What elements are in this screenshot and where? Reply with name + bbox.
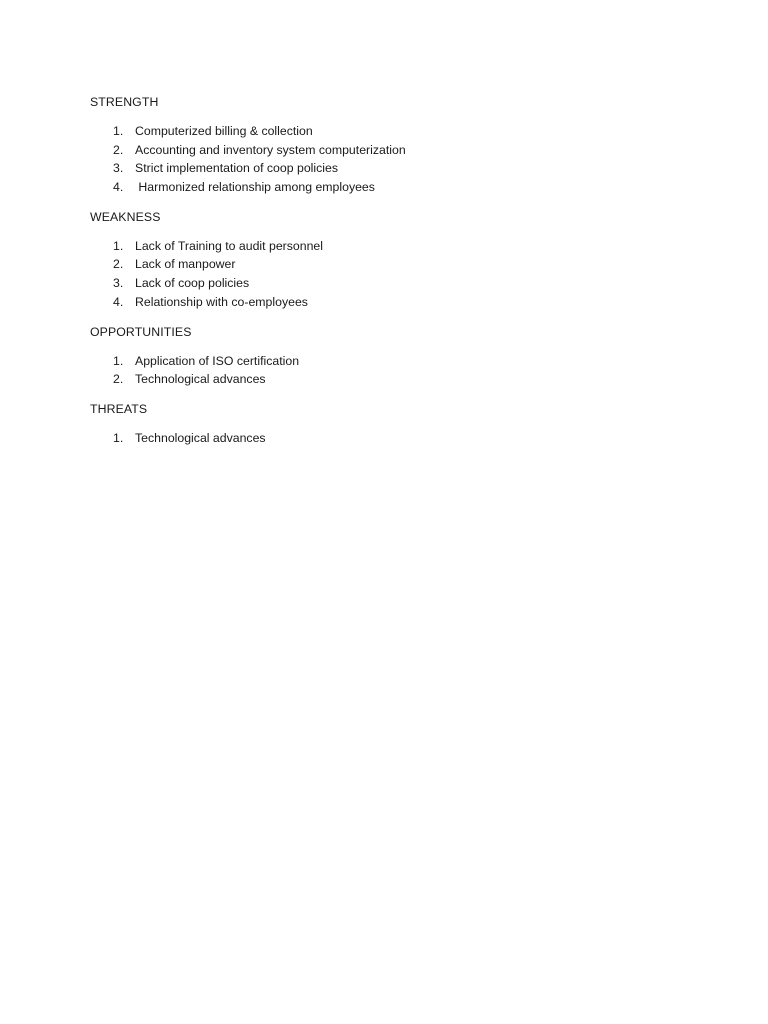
list-number: 3. — [113, 276, 124, 291]
list-number: 1. — [113, 124, 124, 138]
document-body — [90, 93, 690, 459]
list-number: 2. — [113, 257, 124, 272]
numbered-list — [90, 237, 690, 312]
list-number: 4. — [113, 180, 124, 195]
list-number: 4. — [113, 294, 124, 309]
list-number: 1. — [113, 353, 124, 368]
section-heading: WEAKNESS — [90, 209, 161, 224]
section-heading: STRENGTH — [90, 95, 159, 109]
list-item — [90, 293, 690, 312]
list-item — [90, 141, 690, 160]
list-item — [90, 237, 690, 256]
numbered-list — [90, 352, 690, 389]
list-item-text: Lack of Training to audit personnel — [135, 238, 323, 253]
section-opportunities — [90, 323, 690, 389]
list-item-text: Accounting and inventory system computerization — [135, 142, 406, 157]
list-number: 2. — [113, 372, 124, 387]
list-item — [90, 159, 690, 178]
list-item-text: Application of ISO certification — [135, 353, 300, 368]
list-item — [90, 178, 690, 197]
list-item-text: Lack of manpower — [135, 257, 236, 272]
list-item — [90, 352, 690, 371]
list-item-text: Strict implementation of coop policies — [135, 161, 338, 176]
list-item-text: Lack of coop policies — [135, 276, 250, 291]
list-number: 1. — [113, 430, 124, 445]
list-item — [90, 274, 690, 293]
list-number: 1. — [113, 238, 124, 253]
list-item-text: Relationship with co-employees — [135, 294, 308, 309]
list-number: 2. — [113, 142, 124, 157]
section-heading: OPPORTUNITIES — [90, 324, 192, 339]
list-item — [90, 370, 690, 389]
list-item-text: Technological advances — [135, 430, 266, 445]
list-item — [90, 122, 690, 141]
section-threats — [90, 400, 690, 448]
section-strength — [90, 93, 690, 197]
list-item-text: Technological advances — [135, 372, 266, 387]
numbered-list — [90, 122, 690, 197]
list-item — [90, 255, 690, 274]
list-number: 3. — [113, 161, 124, 176]
numbered-list — [90, 429, 690, 448]
list-item — [90, 429, 690, 448]
section-heading: THREATS — [90, 401, 148, 416]
list-item-text: Harmonized relationship among employees — [135, 180, 375, 195]
list-item-text: Computerized billing & collection — [135, 124, 313, 138]
section-weakness — [90, 208, 690, 312]
